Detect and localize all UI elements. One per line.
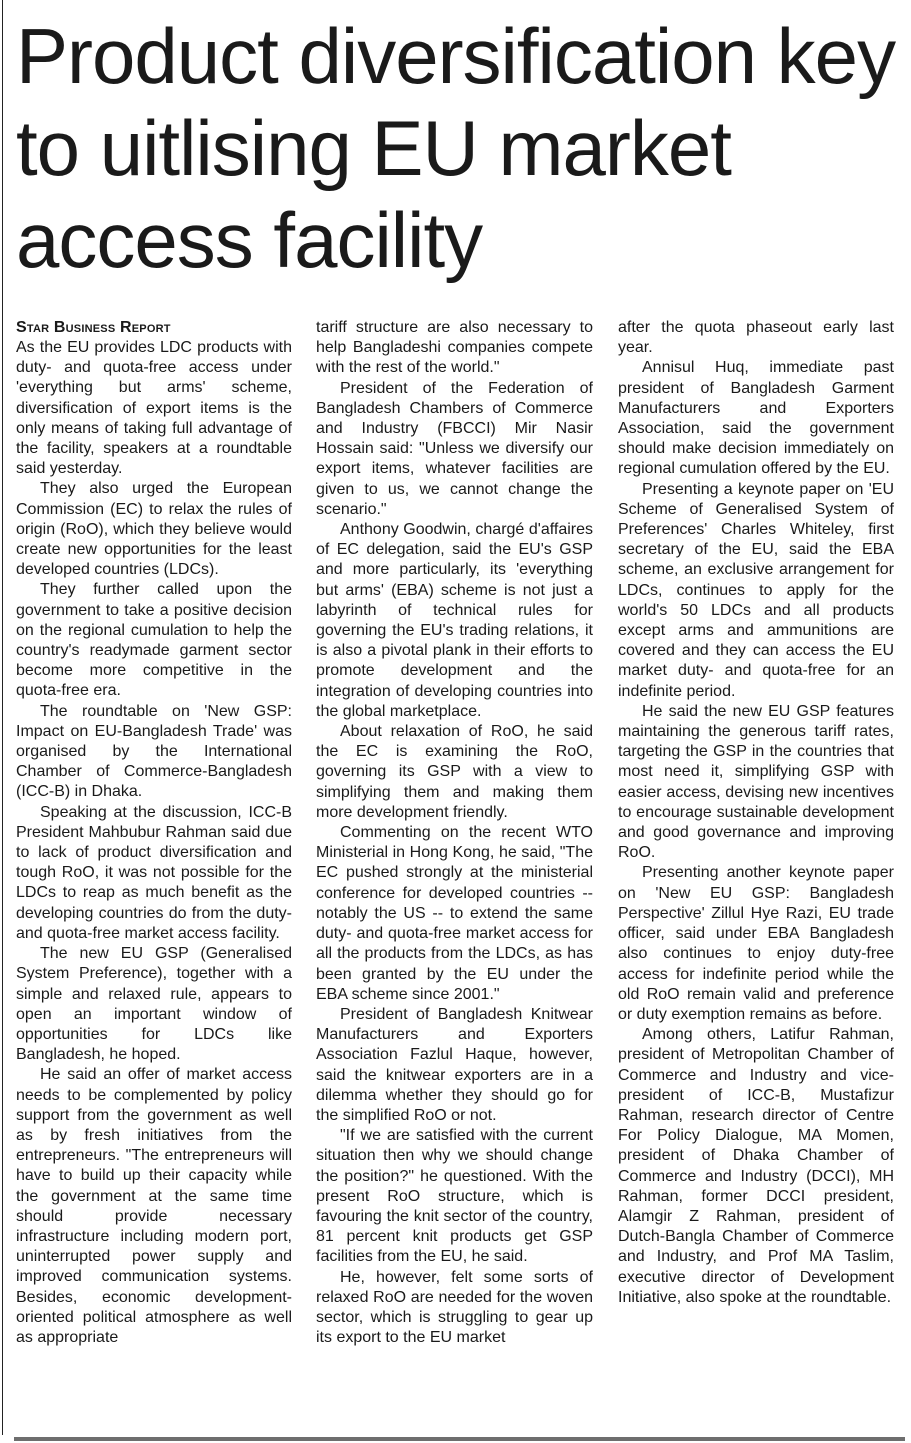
paragraph: "If we are satisfied with the current situation then why we should change the position?" he questioned. With the present RoO structure, which is favouring the knit sector of the country, 81 percent knit products get GSP facilities from the EU, he said. — [316, 1127, 593, 1266]
bottom-divider — [14, 1437, 905, 1441]
paragraph: Among others, Latifur Rahman, president of Metropolitan Chamber of Commerce and Industry and vice-president of ICC-B, Mustafizur Rahman, research director of Centre For Policy Dialogue, MA Momen, president of Dhaka Chamber of Commerce and Industry (DCCI), MH Rahman, former DCCI president, Alamgir Z Rahman, president of Dutch-Bangla Chamber of Commerce and Industry, and Prof MA Taslim, executive director of Development Initiative, also spoke at the roundtable. — [618, 1026, 894, 1306]
paragraph: President of Bangladesh Knitwear Manufacturers and Exporters Association Fazlul Haque, however, said the knitwear exporters are in a dilemma whether they should go for the simplified RoO or not. — [316, 1005, 593, 1124]
paragraph: President of the Federation of Bangladesh Chambers of Commerce and Industry (FBCCI) Mir Nasir Hossain said: "Unless we diversify our export items, whatever facilities are given to us, we cannot change the scenario." — [316, 379, 593, 518]
paragraph: Speaking at the discussion, ICC-B President Mahbubur Rahman said due to lack of product diversification and tough RoO, it was not possible for the LDCs to reap as much benefit as the developing countries do from the duty- and quota-free market access facility. — [16, 803, 292, 942]
byline: Star Business Report — [16, 319, 171, 336]
article-column-3 — [618, 318, 894, 1308]
paragraph: They also urged the European Commission (EC) to relax the rules of origin (RoO), which they believe would create new opportunities for the least developed countries (LDCs). — [16, 480, 292, 579]
paragraph: The new EU GSP (Generalised System Preference), together with a simple and relaxed rule, appears to open an important window of opportunities for LDCs like Bangladesh, he hoped. — [16, 945, 292, 1064]
paragraph: He said the new EU GSP features maintaining the generous tariff rates, targeting the GSP in the countries that most need it, simplifying GSP with easier access, devising new incentives to encourage sustainable development and good governance and improving RoO. — [618, 702, 894, 862]
paragraph: They further called upon the government to take a positive decision on the regional cumulation to help the country's readymade garment sector become more competitive in the quota-free era. — [16, 581, 292, 700]
paragraph: About relaxation of RoO, he said the EC is examining the RoO, governing its GSP with a view to simplifying them and making them more development friendly. — [316, 723, 593, 821]
left-border-rule — [2, 0, 3, 1435]
paragraph: He said an offer of market access needs to be complemented by policy support from the government as well as by fresh initiatives from the entrepreneurs. "The entrepreneurs will have to build up their capacity while the government at the same time should provide necessary infrastructure including modern port, uninterrupted power supply and improved communication systems. Besides, economic development-oriented political atmosphere as well as appropriate — [16, 1066, 292, 1346]
paragraph: The roundtable on 'New GSP: Impact on EU-Bangladesh Trade' was organised by the International Chamber of Commerce-Bangladesh (ICC-B) in Dhaka. — [16, 702, 292, 801]
paragraph: Presenting a keynote paper on 'EU Scheme of Generalised System of Preferences' Charles Whiteley, first secretary of the EU, said the EBA scheme, an exclusive arrangement for LDCs, continues to apply for the world's 50 LDCs and all products except arms and ammunitions are covered and they can access the EU market duty- and quota-free for an indefinite period. — [618, 480, 894, 700]
paragraph: Anthony Goodwin, chargé d'affaires of EC delegation, said the EU's GSP and more particularly, its 'everything but arms' (EBA) scheme is not just a labyrinth of technical rules for governing the EU's trading relations, it is also a pivotal plank in their efforts to promote development and the integration of developing countries into the global marketplace. — [316, 521, 593, 720]
paragraph: As the EU provides LDC products with duty- and quota-free access under 'everything but arms' scheme, diversification of export items is the only means of taking full advantage of the facility, speakers at a roundtable said yesterday. — [16, 339, 292, 478]
paragraph: Annisul Huq, immediate past president of Bangladesh Garment Manufacturers and Exporters Association, said the government should make decision immediately on regional cumulation offered by the EU. — [618, 359, 894, 478]
paragraph: Commenting on the recent WTO Ministerial in Hong Kong, he said, "The EC pushed strongly at the ministerial conference for developed countries -- notably the US -- to extend the same duty- and quota-free market access for all the products from the LDCs, as has been granted by the EU under the EBA scheme since 2001." — [316, 824, 593, 1003]
paragraph: after the quota phaseout early last year. — [618, 319, 894, 357]
paragraph: He, however, felt some sorts of relaxed RoO are needed for the woven sector, which is struggling to gear up its export to the EU market — [316, 1268, 593, 1347]
paragraph: tariff structure are also necessary to help Bangladeshi companies compete with the rest of the world." — [316, 319, 593, 377]
headline: Product diversification key to uitlising EU market access facility — [16, 12, 896, 284]
article-column-1 — [16, 318, 292, 1348]
article-column-2 — [316, 318, 593, 1348]
paragraph: Presenting another keynote paper on 'New EU GSP: Bangladesh Perspective' Zillul Hye Razi, EU trade officer, said under EBA Bangladesh also continues to enjoy duty-free access for indefinite period while the old RoO remain valid and preference or duty exemption remains as before. — [618, 864, 894, 1023]
